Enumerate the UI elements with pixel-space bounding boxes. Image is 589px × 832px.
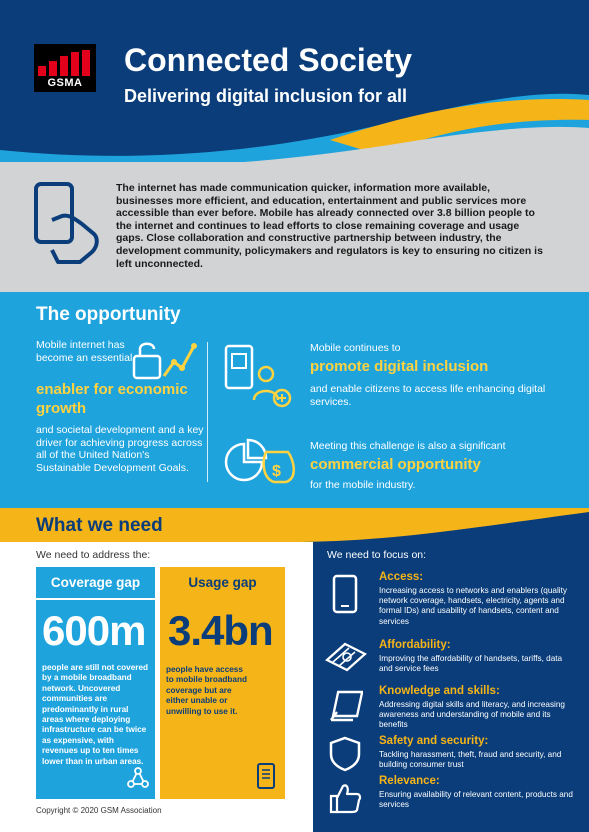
opportunity-right2-body: for the mobile industry. (310, 479, 416, 491)
coverage-gap-box (36, 567, 155, 799)
opportunity-left-intro: Mobile internet has become an essential (36, 339, 133, 364)
usage-gap-title: Usage gap (188, 575, 257, 590)
intro-section (0, 162, 589, 292)
focus-item-title: Access: (379, 571, 424, 583)
thumbs-up-icon (327, 780, 363, 816)
focus-item-desc: Tackling harassment, theft, fraud and security, and building consumer trust (379, 750, 562, 770)
header-banner (0, 0, 589, 170)
usage-gap-desc: people have access to mobile broadband coverage but are either unable or unwilling to use it. (166, 665, 247, 716)
focus-item-title: Knowledge and skills: (379, 685, 500, 697)
intro-text: The internet has made communication quicker, information more available, businesses more efficient, and education, entertainment and public services more accessible than ever before. Mobile has already connected over 3.8 billion people to the internet and continues to lead efforts to close remaining coverage and usage gaps. Close collaboration and constructive partnership between industry, the development community, policymakers and regulators is key to ensuring no citizen is left unconnected. (116, 182, 543, 270)
phone-user-icon (222, 340, 298, 412)
usage-gap-box (160, 567, 285, 799)
opportunity-right2-intro: Meeting this challenge is also a significant (310, 440, 506, 452)
what-we-need-heading: What we need (36, 515, 163, 536)
page-subtitle: Delivering digital inclusion for all (124, 86, 408, 106)
coverage-gap-desc: people are still not covered by a mobile broadband network. Uncovered communities are predominantly in rural areas where deploying infrastructure can be twice as expensive, with revenues up to ten times lower than in urban areas. (42, 663, 149, 766)
focus-item-title: Safety and security: (379, 735, 489, 747)
svg-text:$: $ (272, 463, 281, 480)
coverage-gap-title: Coverage gap (50, 575, 141, 590)
address-label: We need to address the: (36, 549, 151, 561)
focus-item-desc: Improving the affordability of handsets, tariffs, data and service fees (379, 654, 563, 674)
band-wave (289, 508, 589, 542)
focus-item-title: Relevance: (379, 775, 440, 787)
page-title: Connected Society (124, 42, 413, 78)
shield-icon (329, 736, 361, 772)
copyright: Copyright © 2020 GSM Association (36, 806, 162, 815)
gsma-logo (34, 44, 96, 92)
opportunity-heading: The opportunity (36, 304, 181, 325)
what-we-need-band (0, 508, 589, 542)
lock-growth-icon (132, 338, 202, 384)
opportunity-section (0, 292, 589, 510)
focus-item-title: Affordability: (379, 639, 451, 651)
coverage-gap-separator (36, 598, 155, 600)
pie-money-icon (222, 438, 298, 488)
focus-label: We need to focus on: (327, 549, 427, 561)
mobile-phone-icon (257, 763, 275, 789)
money-icon (323, 640, 369, 674)
opportunity-right2-highlight: commercial opportunity (310, 456, 481, 473)
opportunity-right1-intro: Mobile continues to (310, 342, 401, 354)
logo-text: GSMA (47, 77, 83, 89)
opportunity-left-highlight: enabler for economic growth (36, 381, 188, 417)
opportunity-right1-highlight: promote digital inclusion (310, 358, 489, 375)
phone-icon (331, 574, 359, 614)
focus-item-desc: Increasing access to networks and enablers (quality network coverage, handsets, electricity, agents and formal IDs) and usability of handsets, content and services (379, 586, 567, 626)
book-icon (327, 688, 363, 726)
focus-panel (313, 542, 589, 832)
hand-phone-icon (32, 180, 102, 270)
focus-item-desc: Ensuring availability of relevant content, products and services (379, 790, 573, 810)
coverage-gap-number: 600m (42, 607, 146, 654)
focus-item-desc: Addressing digital skills and literacy, and increasing awareness and understanding of mobile and its benefits (379, 700, 565, 730)
usage-gap-number: 3.4bn (168, 607, 273, 654)
opportunity-left-body: and societal development and a key driver for achieving progress across all of the United Nation's Sustainable Development Goals. (36, 424, 204, 474)
opportunity-divider (207, 342, 208, 482)
network-icon (127, 767, 149, 789)
opportunity-right1-body: and enable citizens to access life enhancing digital services. (310, 383, 546, 408)
